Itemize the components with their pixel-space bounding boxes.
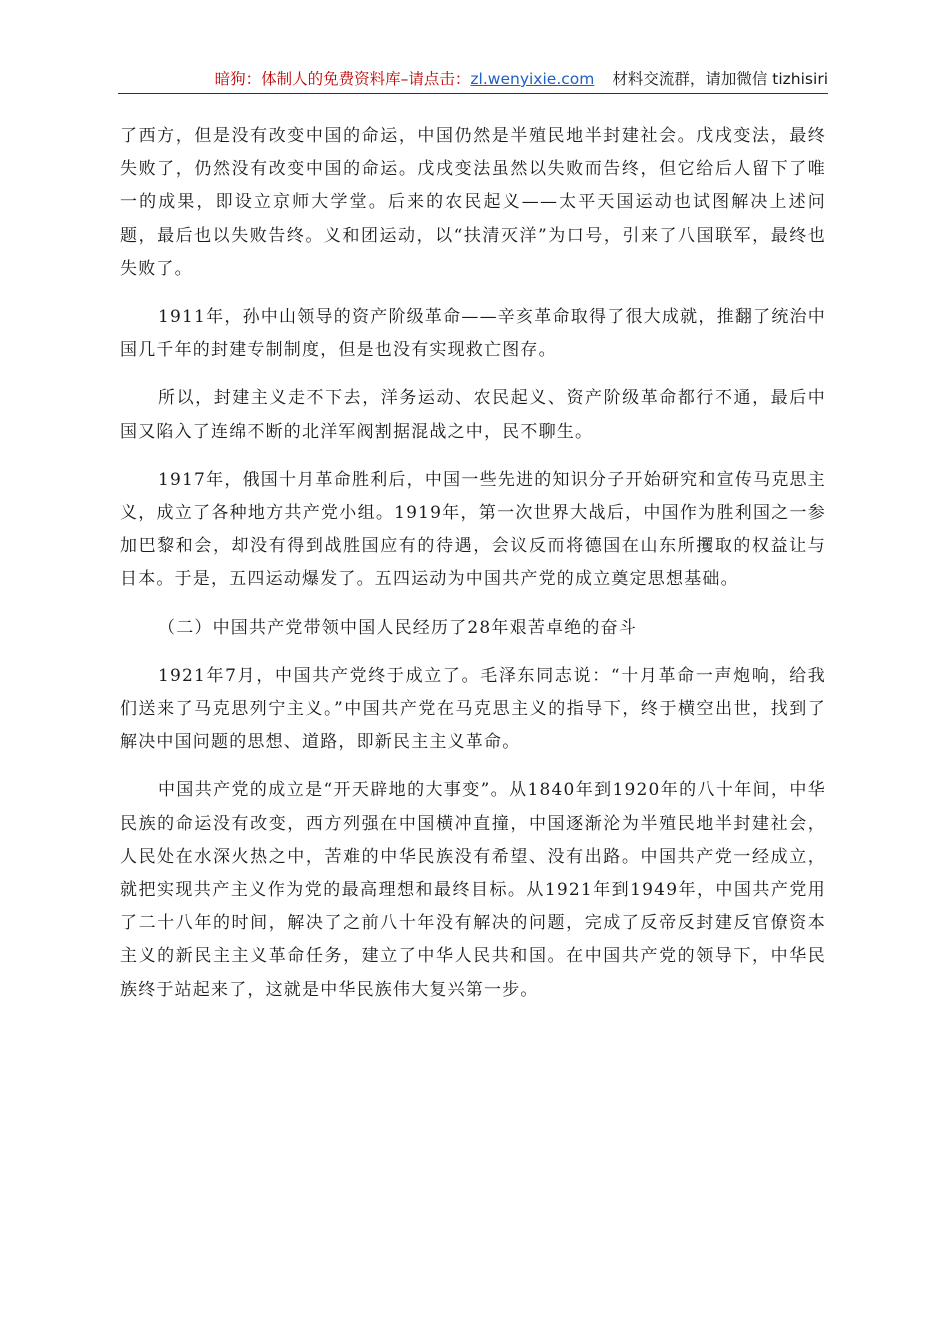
section-heading: （二）中国共产党带领中国人民经历了28年艰苦卓绝的奋斗 <box>158 617 638 638</box>
header-group-note: 材料交流群，请加微信 tizhisiri <box>612 70 828 88</box>
paragraph-continued: 了西方，但是没有改变中国的命运，中国仍然是半殖民地半封建社会。戊戌变法，最终失败了，仍然没有改变中国的命运。戊戌变法虽然以失败而告终，但它给后人留下了唯一的成果，即设立京师大学堂。后来的农民起义——太平天国运动也试图解决上述问题，最后也以失败告终。义和团运动，以“扶清灭洋”为口号，引来了八国联军，最终也失败了。 <box>120 126 826 279</box>
header-link[interactable]: zl.wenyixie.com <box>470 70 595 88</box>
header-divider <box>118 93 828 94</box>
paragraph-feudalism: 所以，封建主义走不下去，洋务运动、农民起义、资产阶级革命都行不通，最后中国又陷入了连绵不断的北洋军阀割据混战之中，民不聊生。 <box>120 388 826 442</box>
paragraph-1917: 1917年，俄国十月革命胜利后，中国一些先进的知识分子开始研究和宣传马克思主义，成立了各种地方共产党小组。1919年，第一次世界大战后，中国作为胜利国之一参加巴黎和会，却没有得到战胜国应有的待遇，会议反而将德国在山东所攫取的权益让与日本。于是，五四运动爆发了。五四运动为中国共产党的成立奠定思想基础。 <box>120 469 826 590</box>
paragraph-1911: 1911年，孙中山领导的资产阶级革命——辛亥革命取得了很大成就，推翻了统治中国几千年的封建专制制度，但是也没有实现救亡图存。 <box>120 307 826 361</box>
paragraph-1921: 1921年7月，中国共产党终于成立了。毛泽东同志说：“十月革命一声炮响，给我们送来了马克思列宁主义。”中国共产党在马克思主义的指导下，终于横空出世，找到了解决中国问题的思想、道路，即新民主主义革命。 <box>120 665 826 753</box>
paragraph-founding: 中国共产党的成立是“开天辟地的大事变”。从1840年到1920年的八十年间，中华民族的命运没有改变，西方列强在中国横冲直撞，中国逐渐沦为半殖民地半封建社会，人民处在水深火热之中，苦难的中华民族没有希望、没有出路。中国共产党一经成立，就把实现共产主义作为党的最高理想和最终目标。从1921年到1949年，中国共产党用了二十八年的时间，解决了之前八十年没有解决的问题，完成了反帝反封建反官僚资本主义的新民主主义革命任务，建立了中华人民共和国。在中国共产党的领导下，中华民族终于站起来了，这就是中华民族伟大复兴第一步。 <box>120 780 826 1000</box>
header-cta: –请点击： <box>400 70 471 88</box>
header-brand: 暗狗：体制人的免费资料库 <box>214 70 401 88</box>
page-header <box>118 66 828 94</box>
document-body <box>120 120 826 1022</box>
